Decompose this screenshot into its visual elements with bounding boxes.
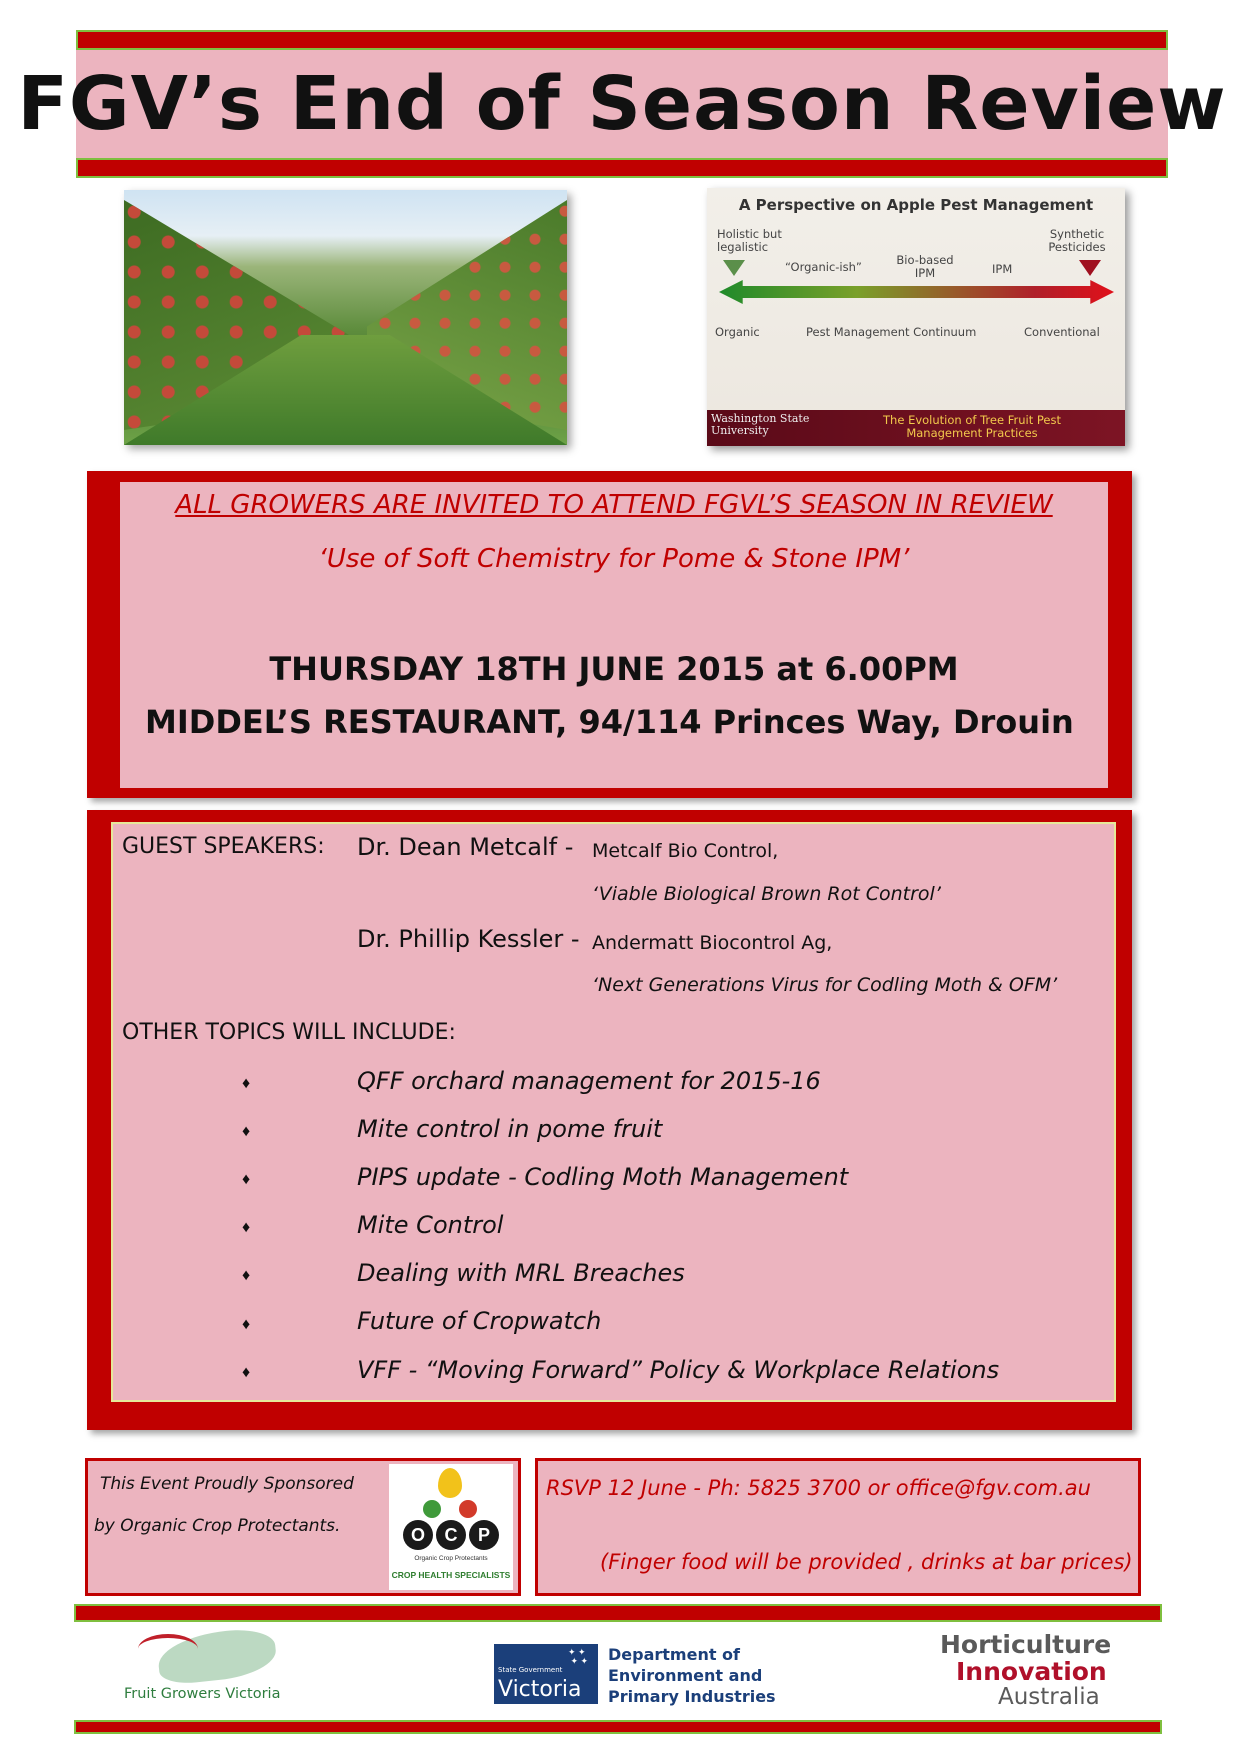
slide-bio-based-label: Bio-based IPM [896, 253, 954, 280]
slide-evolution-text: The Evolution of Tree Fruit Pest Management Practices [883, 413, 1061, 440]
hort-line-3: Australia [998, 1684, 1100, 1710]
topic-item: PIPS update - Codling Moth Management [357, 1163, 849, 1191]
topic-bullet-icon: ♦ [242, 1316, 251, 1333]
slide-organic-ish-label: “Organic-ish” [785, 260, 862, 274]
topic-bullet-icon: ♦ [242, 1075, 251, 1092]
topic-bullet-icon: ♦ [242, 1171, 251, 1188]
hort-line-1: Horticulture [940, 1630, 1112, 1659]
event-venue: MIDDEL’S RESTAURANT, 94/114 Princes Way, Drouin [145, 703, 1074, 741]
topic-item: QFF orchard management for 2015-16 [357, 1067, 821, 1095]
slide-organic-label: Organic [715, 325, 760, 339]
dept-line-1: Department of [608, 1645, 741, 1664]
slide-continuum-label: Pest Management Continuum [806, 325, 977, 339]
ocp-circle-p: P [469, 1520, 499, 1550]
slide-conventional-label: Conventional [1024, 325, 1100, 339]
ocp-circle-c: C [436, 1520, 466, 1550]
speaker-2-talk: ‘Next Generations Virus for Codling Moth & OFM’ [592, 974, 1058, 996]
slide-title: A Perspective on Apple Pest Management [738, 196, 1094, 214]
vic-gov-logo [494, 1644, 598, 1704]
ocp-circle-o: O [403, 1520, 433, 1550]
ocp-subtitle: Organic Crop Protectants [414, 1555, 488, 1562]
ocp-drop-yellow-icon [438, 1468, 462, 1498]
sponsor-line-2: by Organic Crop Protectants. [94, 1516, 341, 1536]
page-title: FGV’s End of Season Review [17, 61, 1227, 147]
event-date: THURSDAY 18TH JUNE 2015 at 6.00PM [269, 650, 959, 688]
orchard-photo [124, 190, 567, 445]
other-topics-label: OTHER TOPICS WILL INCLUDE: [122, 1020, 456, 1045]
ocp-logo [389, 1464, 513, 1590]
ocp-red-dot [459, 1500, 477, 1518]
topic-item: VFF - “Moving Forward” Policy & Workplace Relations [357, 1356, 1000, 1384]
dept-line-2: Environment and [608, 1666, 763, 1685]
ocp-green-dot [423, 1500, 441, 1518]
topic-item: Mite Control [357, 1211, 504, 1239]
red-down-arrow-icon [1079, 260, 1101, 276]
fgv-swoosh [138, 1634, 198, 1664]
speaker-1-org: Metcalf Bio Control, [592, 840, 779, 862]
topic-bullet-icon: ♦ [242, 1267, 251, 1284]
speaker-2-name: Dr. Phillip Kessler - [357, 925, 580, 953]
green-down-arrow-icon [723, 260, 745, 276]
fgv-logo [124, 1628, 314, 1708]
dept-line-3: Primary Industries [608, 1687, 776, 1706]
vic-gov-small-text: State Government [498, 1666, 563, 1674]
slide-ipm-label: IPM [992, 262, 1013, 276]
title-bottom-bar [76, 158, 1168, 178]
slide-synthetic-label: Synthetic Pesticides [1048, 227, 1106, 254]
speaker-2-org: Andermatt Biocontrol Ag, [592, 932, 833, 954]
footer-top-bar [74, 1604, 1162, 1622]
speaker-1-name: Dr. Dean Metcalf - [357, 833, 574, 861]
vic-stars-icon: ✦ ✦ ✦ ✦ [568, 1647, 589, 1666]
topic-item: Dealing with MRL Breaches [357, 1259, 685, 1287]
hort-line-2: Innovation [956, 1657, 1107, 1686]
invite-panel [120, 482, 1108, 788]
ocp-tagline: CROP HEALTH SPECIALISTS [391, 1570, 511, 1580]
slide-holistic-label: Holistic but legalistic [717, 227, 782, 254]
wsu-logo: Washington State University [711, 412, 810, 437]
topic-item: Mite control in pome fruit [357, 1115, 663, 1143]
title-band [17, 50, 1227, 158]
invite-heading: ALL GROWERS ARE INVITED TO ATTEND FGVL’S SEASON IN REVIEW [175, 490, 1053, 520]
speaker-1-talk: ‘Viable Biological Brown Rot Control’ [592, 883, 941, 905]
topic-item: Future of Cropwatch [357, 1307, 602, 1335]
topic-bullet-icon: ♦ [242, 1123, 251, 1140]
fgv-logo-text: Fruit Growers Victoria [124, 1686, 281, 1702]
slide-footer [707, 410, 1125, 446]
footer-bottom-bar [74, 1720, 1162, 1734]
topic-bullet-icon: ♦ [242, 1219, 251, 1236]
title-top-bar [76, 30, 1168, 50]
catering-note: (Finger food will be provided , drinks at bar prices) [600, 1550, 1133, 1574]
guest-speakers-label: GUEST SPEAKERS: [122, 834, 325, 859]
sponsor-line-1: This Event Proudly Sponsored [100, 1474, 354, 1494]
continuum-arrow [719, 280, 1114, 304]
pest-management-slide [707, 188, 1125, 446]
topic-bullet-icon: ♦ [242, 1364, 251, 1381]
rsvp-line: RSVP 12 June - Ph: 5825 3700 or office@fgv.com.au [546, 1476, 1091, 1500]
invite-subtitle: ‘Use of Soft Chemistry for Pome & Stone IPM’ [318, 544, 910, 574]
vic-gov-text: Victoria [498, 1677, 582, 1702]
speakers-panel [111, 822, 1116, 1402]
